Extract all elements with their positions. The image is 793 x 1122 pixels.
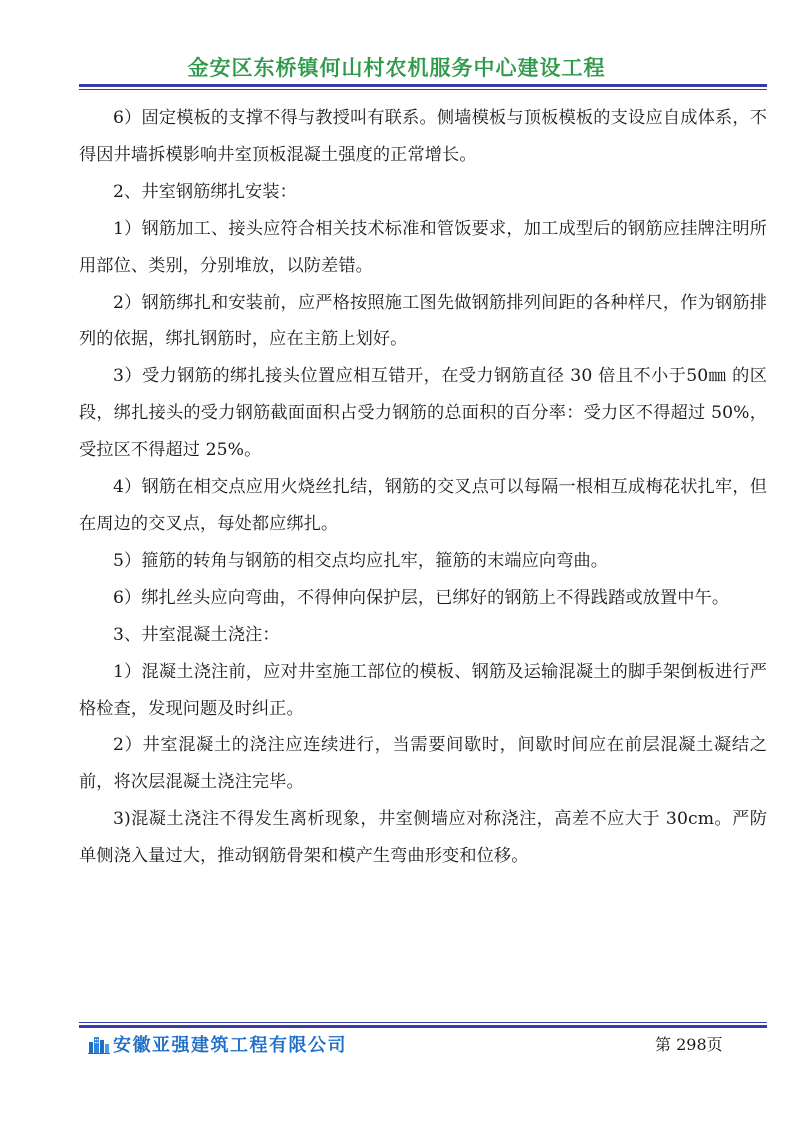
section-heading: 3、井室混凝土浇注： — [113, 624, 280, 645]
section-heading: 2、井室钢筋绑扎安装： — [113, 181, 297, 202]
paragraph: 1）钢筋加工、接头应符合相关技术标准和管饭要求，加工成型后的钢筋应挂牌注明所用部位、类别，分别堆放，以防差错。 — [79, 218, 767, 276]
document-body — [79, 100, 767, 875]
paragraph: 3）受力钢筋的绑扎接头位置应相互错开，在受力钢筋直径 30 倍且不小于50㎜ 的区段，绑扎接头的受力钢筋截面面积占受力钢筋的总面积的百分率：受力区不得超过 50%，受拉区不得超过 25%。 — [79, 366, 767, 461]
header-rule-thick — [79, 84, 767, 87]
paragraph: 6）绑扎丝头应向弯曲，不得伸向保护层，已绑好的钢筋上不得践踏或放置中午。 — [113, 587, 730, 608]
page-number: 第 298页 — [655, 1035, 723, 1054]
footer-rule-thick — [79, 1025, 767, 1028]
paragraph: 1）混凝土浇注前，应对井室施工部位的模板、钢筋及运输混凝土的脚手架倒板进行严格检查，发现问题及时纠正。 — [79, 661, 767, 719]
paragraph: 5）箍筋的转角与钢筋的相交点均应扎牢，箍筋的末端应向弯曲。 — [113, 550, 609, 571]
header-rule-thin — [79, 89, 767, 90]
paragraph: 2）井室混凝土的浇注应连续进行，当需要间歇时，间歇时间应在前层混凝土凝结之前，将次层混凝土浇注完毕。 — [79, 735, 767, 793]
footer-company-name: 安徽亚强建筑工程有限公司 — [113, 1035, 347, 1056]
footer-rule-thin — [79, 1022, 767, 1023]
paragraph: 4）钢筋在相交点应用火烧丝扎结，钢筋的交叉点可以每隔一根相互成梅花状扎牢，但在周边的交叉点，每处都应绑扎。 — [79, 477, 767, 534]
paragraph: 2）钢筋绑扎和安装前，应严格按照施工图先做钢筋排列间距的各种样尺，作为钢筋排列的依据，绑扎钢筋时，应在主筋上划好。 — [79, 292, 767, 350]
paragraph: 6）固定模板的支撑不得与教授叫有联系。侧墙模板与顶板模板的支设应自成体系，不得因井墙拆模影响井室顶板混凝土强度的正常增长。 — [79, 108, 767, 165]
page-header-title: 金安区东桥镇何山村农机服务中心建设工程 — [187, 56, 606, 80]
paragraph: 3)混凝土浇注不得发生离析现象，井室侧墙应对称浇注，高差不应大于 30cm。严防单侧浇入量过大，推动钢筋骨架和模产生弯曲形变和位移。 — [79, 809, 767, 867]
building-logo-icon — [88, 1034, 110, 1054]
